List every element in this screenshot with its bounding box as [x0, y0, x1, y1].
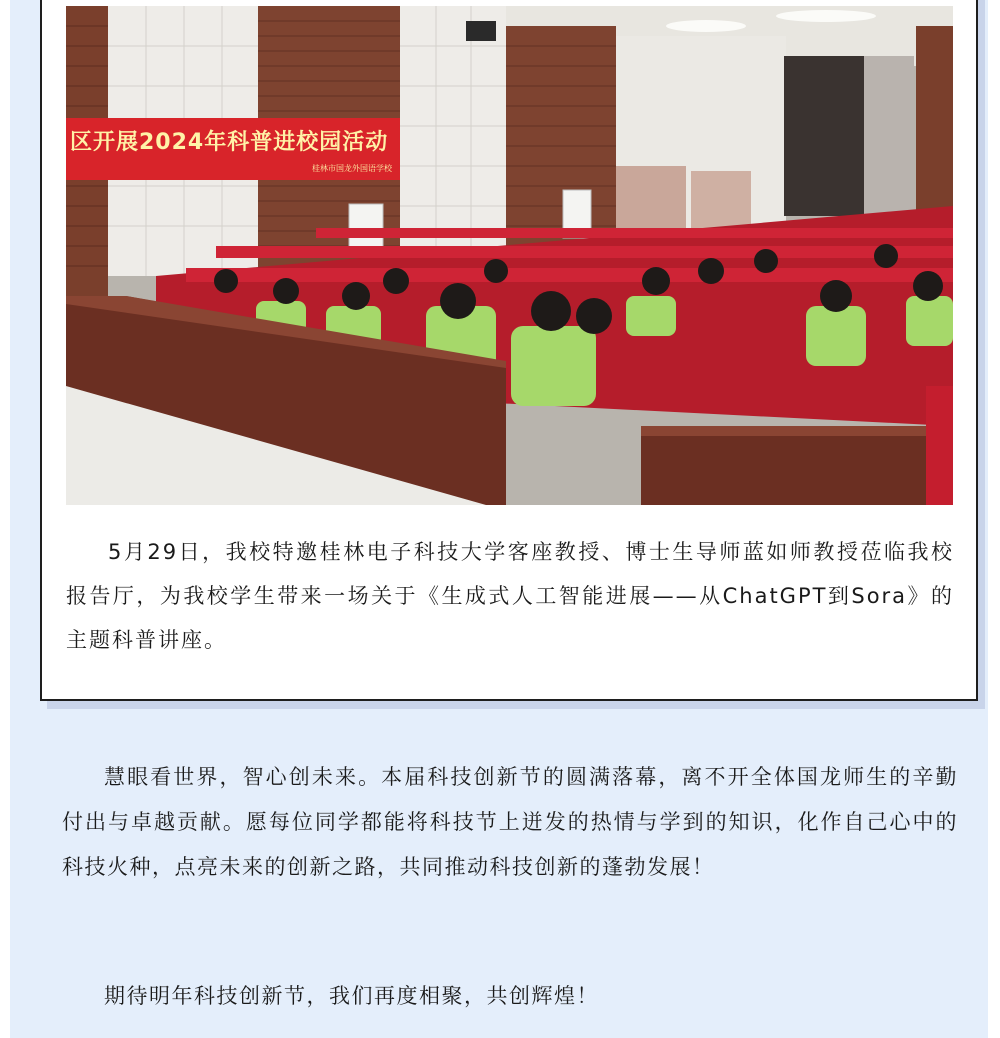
photo-caption: 5月29日，我校特邀桂林电子科技大学客座教授、博士生导师蓝如师教授莅临我校报告厅，为我校学生带来一场关于《生成式人工智能进展——从ChatGPT到Sora》的主题科普讲座。: [66, 540, 954, 652]
lecture-hall-photo: [66, 6, 953, 505]
photo-banner-subtext: 桂林市国龙外国语学校: [312, 164, 392, 173]
lecture-hall-illustration: [66, 6, 953, 505]
closing-paragraph: 慧眼看世界，智心创未来。本届科技创新节的圆满落幕，离不开全体国龙师生的辛勤付出与卓越贡献。愿每位同学都能将科技节上迸发的热情与学到的知识，化作自己心中的科技火种，点亮未来的创新之路，共同推动科技创新的蓬勃发展！: [62, 765, 958, 879]
photo-banner-text: 区开展2024年科普进校园活动: [70, 130, 389, 155]
farewell-paragraph: 期待明年科技创新节，我们再度相聚，共创辉煌！: [104, 984, 599, 1008]
